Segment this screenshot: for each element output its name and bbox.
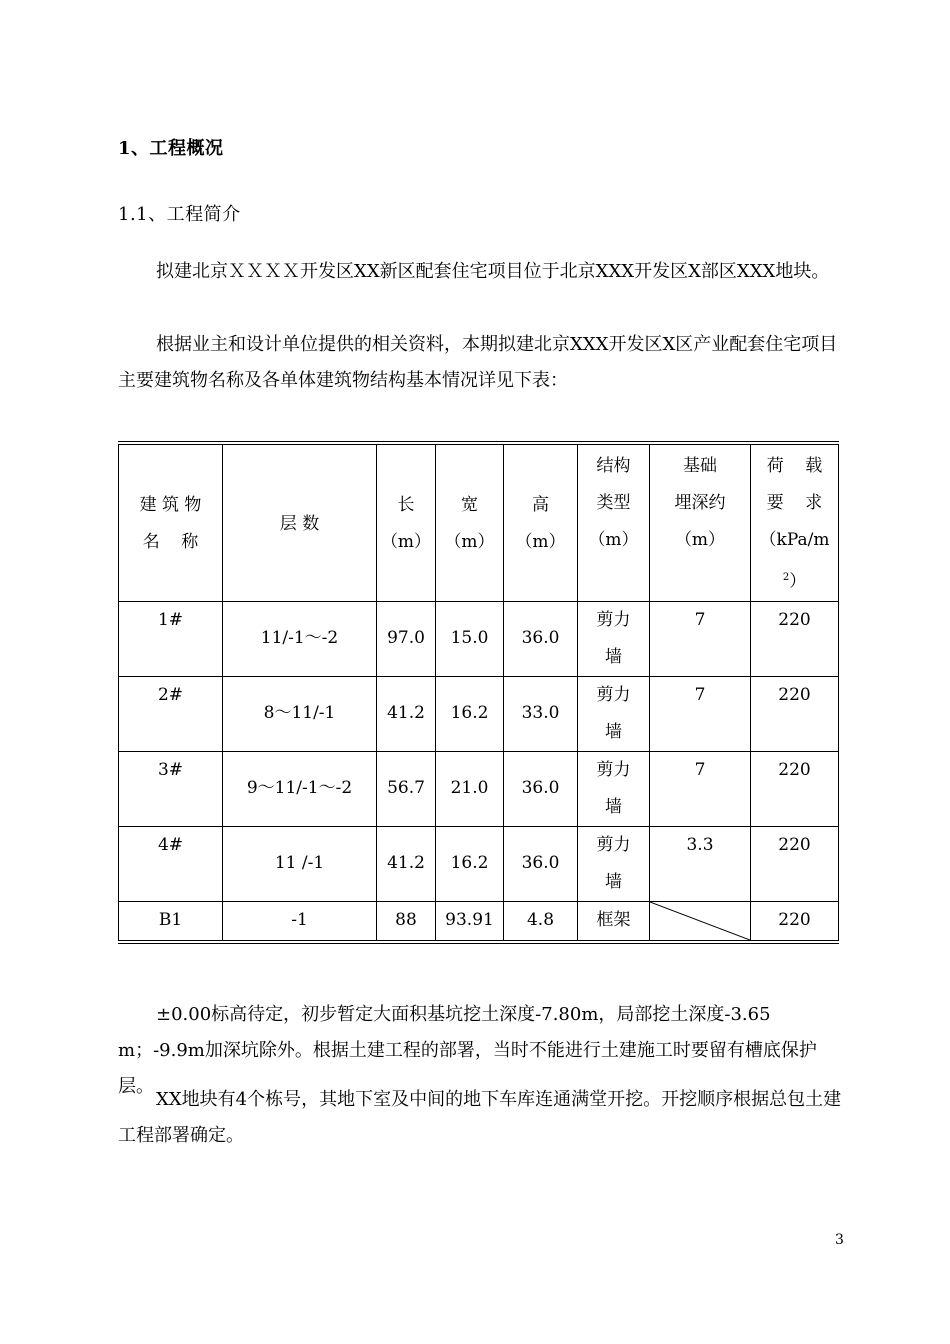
header-floors: 层 数 [223,443,377,601]
cell-height: 36.0 [504,601,578,676]
table-row [119,826,839,901]
header-length: 长 （m） [377,443,436,601]
header-load: 荷 载 要 求 （kPa/m $^2$） [751,443,839,601]
cell-load: 220 [751,826,839,901]
header-width: 宽 （m） [436,443,504,601]
cell-foundation: 7 [650,601,751,676]
cell-floors: 11 /-1 [223,826,377,901]
cell-length: 56.7 [377,751,436,826]
table-row [119,601,839,676]
header-foundation: 基础 埋深约 （m） [650,443,751,601]
section-heading: 1、工程概况 [118,138,224,159]
cell-floors: 11/-1～-2 [223,601,377,676]
subsection-heading: 1.1、工程简介 [118,204,241,225]
cell-name: B1 [119,901,223,942]
cell-floors: -1 [223,901,377,942]
cell-width: 93.91 [436,901,504,942]
cell-load: 220 [751,601,839,676]
cell-structure: 剪力 墙 [578,676,650,751]
cell-name: 2# [119,676,223,751]
diagonal-slash [650,902,750,940]
cell-name: 3# [119,751,223,826]
cell-foundation-empty [650,901,751,942]
cell-structure: 剪力 墙 [578,751,650,826]
header-height: 高 （m） [504,443,578,601]
table-row [119,676,839,751]
cell-width: 15.0 [436,601,504,676]
cell-width: 16.2 [436,826,504,901]
paragraph-excavation: ±0.00标高待定，初步暂定大面积基坑挖土深度-7.80m，局部挖土深度-3.65 m；-9.9m加深坑除外。根据土建工程的部署，当时不能进行土建施工时要留有槽底保护层。 [118,1004,817,1097]
cell-length: 41.2 [377,826,436,901]
cell-name: 4# [119,826,223,901]
cell-height: 4.8 [504,901,578,942]
cell-foundation: 3.3 [650,826,751,901]
paragraph-sequence: XX地块有4个栋号，其地下室及中间的地下车库连通满堂开挖。开挖顺序根据总包土建工程部署确定。 [118,1089,842,1146]
cell-load: 220 [751,901,839,942]
cell-length: 97.0 [377,601,436,676]
table-header-row [119,443,839,601]
table-row [119,751,839,826]
cell-height: 33.0 [504,676,578,751]
cell-width: 21.0 [436,751,504,826]
cell-length: 41.2 [377,676,436,751]
header-structure: 结构 类型 （m） [578,443,650,601]
buildings-table [118,441,838,944]
cell-load: 220 [751,751,839,826]
cell-structure: 剪力 墙 [578,601,650,676]
cell-length: 88 [377,901,436,942]
paragraph-intro: 根据业主和设计单位提供的相关资料，本期拟建北京XXX开发区X区产业配套住宅项目主要建筑物名称及各单体建筑物结构基本情况详见下表： [118,334,838,391]
cell-load: 220 [751,676,839,751]
page-number: 3 [835,1232,844,1248]
cell-foundation: 7 [650,751,751,826]
cell-structure: 剪力 墙 [578,826,650,901]
table-row [119,901,839,942]
cell-floors: 8～11/-1 [223,676,377,751]
cell-width: 16.2 [436,676,504,751]
cell-height: 36.0 [504,826,578,901]
cell-structure: 框架 [578,901,650,942]
cell-foundation: 7 [650,676,751,751]
cell-name: 1# [119,601,223,676]
cell-height: 36.0 [504,751,578,826]
cell-floors: 9～11/-1～-2 [223,751,377,826]
header-name: 建 筑 物 名 称 [119,443,223,601]
paragraph-location: 拟建北京ＸＸＸＸ开发区XX新区配套住宅项目位于北京XXX开发区X部区XXX地块。 [156,261,830,282]
